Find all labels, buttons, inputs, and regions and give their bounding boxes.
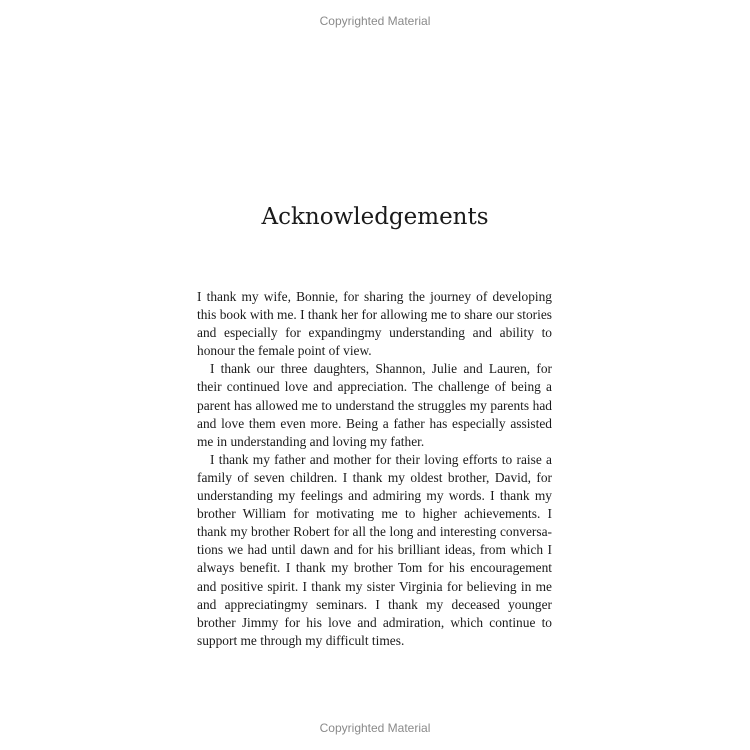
paragraph: I thank my wife, Bonnie, for sharing the journey of developing this book with me. I thank her for allowing me to share our stories and especially for expandingmy understanding and ability to honour the female point of view.	[197, 289, 552, 359]
paragraph: I thank my father and mother for their loving efforts to raise a family of seven children. I thank my oldest brother, David, for understanding my feelings and admiring my words. I thank my brother William for motivating me to higher achievements. I thank my brother Robert for all the long and interesting conversations we had until dawn and for his brilliant ideas, from which I always benefit. I thank my brother Tom for his encouragement and positive spirit. I thank my sister Virginia for believing in me and appreciatingmy seminars. I thank my deceased younger brother Jimmy for his love and admiration, which continue to support me through my difficult times.	[197, 451, 552, 648]
acknowledgements-body	[197, 288, 552, 650]
paragraph: I thank our three daughters, Shannon, Julie and Lauren, for their continued love and appreciation. The challenge of being a parent has allowed me to understand the struggles my parents had and love them even more. Being a father has especially assisted me in understanding and loving my father.	[197, 361, 552, 449]
copyright-watermark-top: Copyrighted Material	[319, 14, 431, 28]
copyright-watermark-bottom: Copyrighted Material	[319, 721, 431, 735]
page-title: Acknowledgements	[261, 204, 489, 230]
